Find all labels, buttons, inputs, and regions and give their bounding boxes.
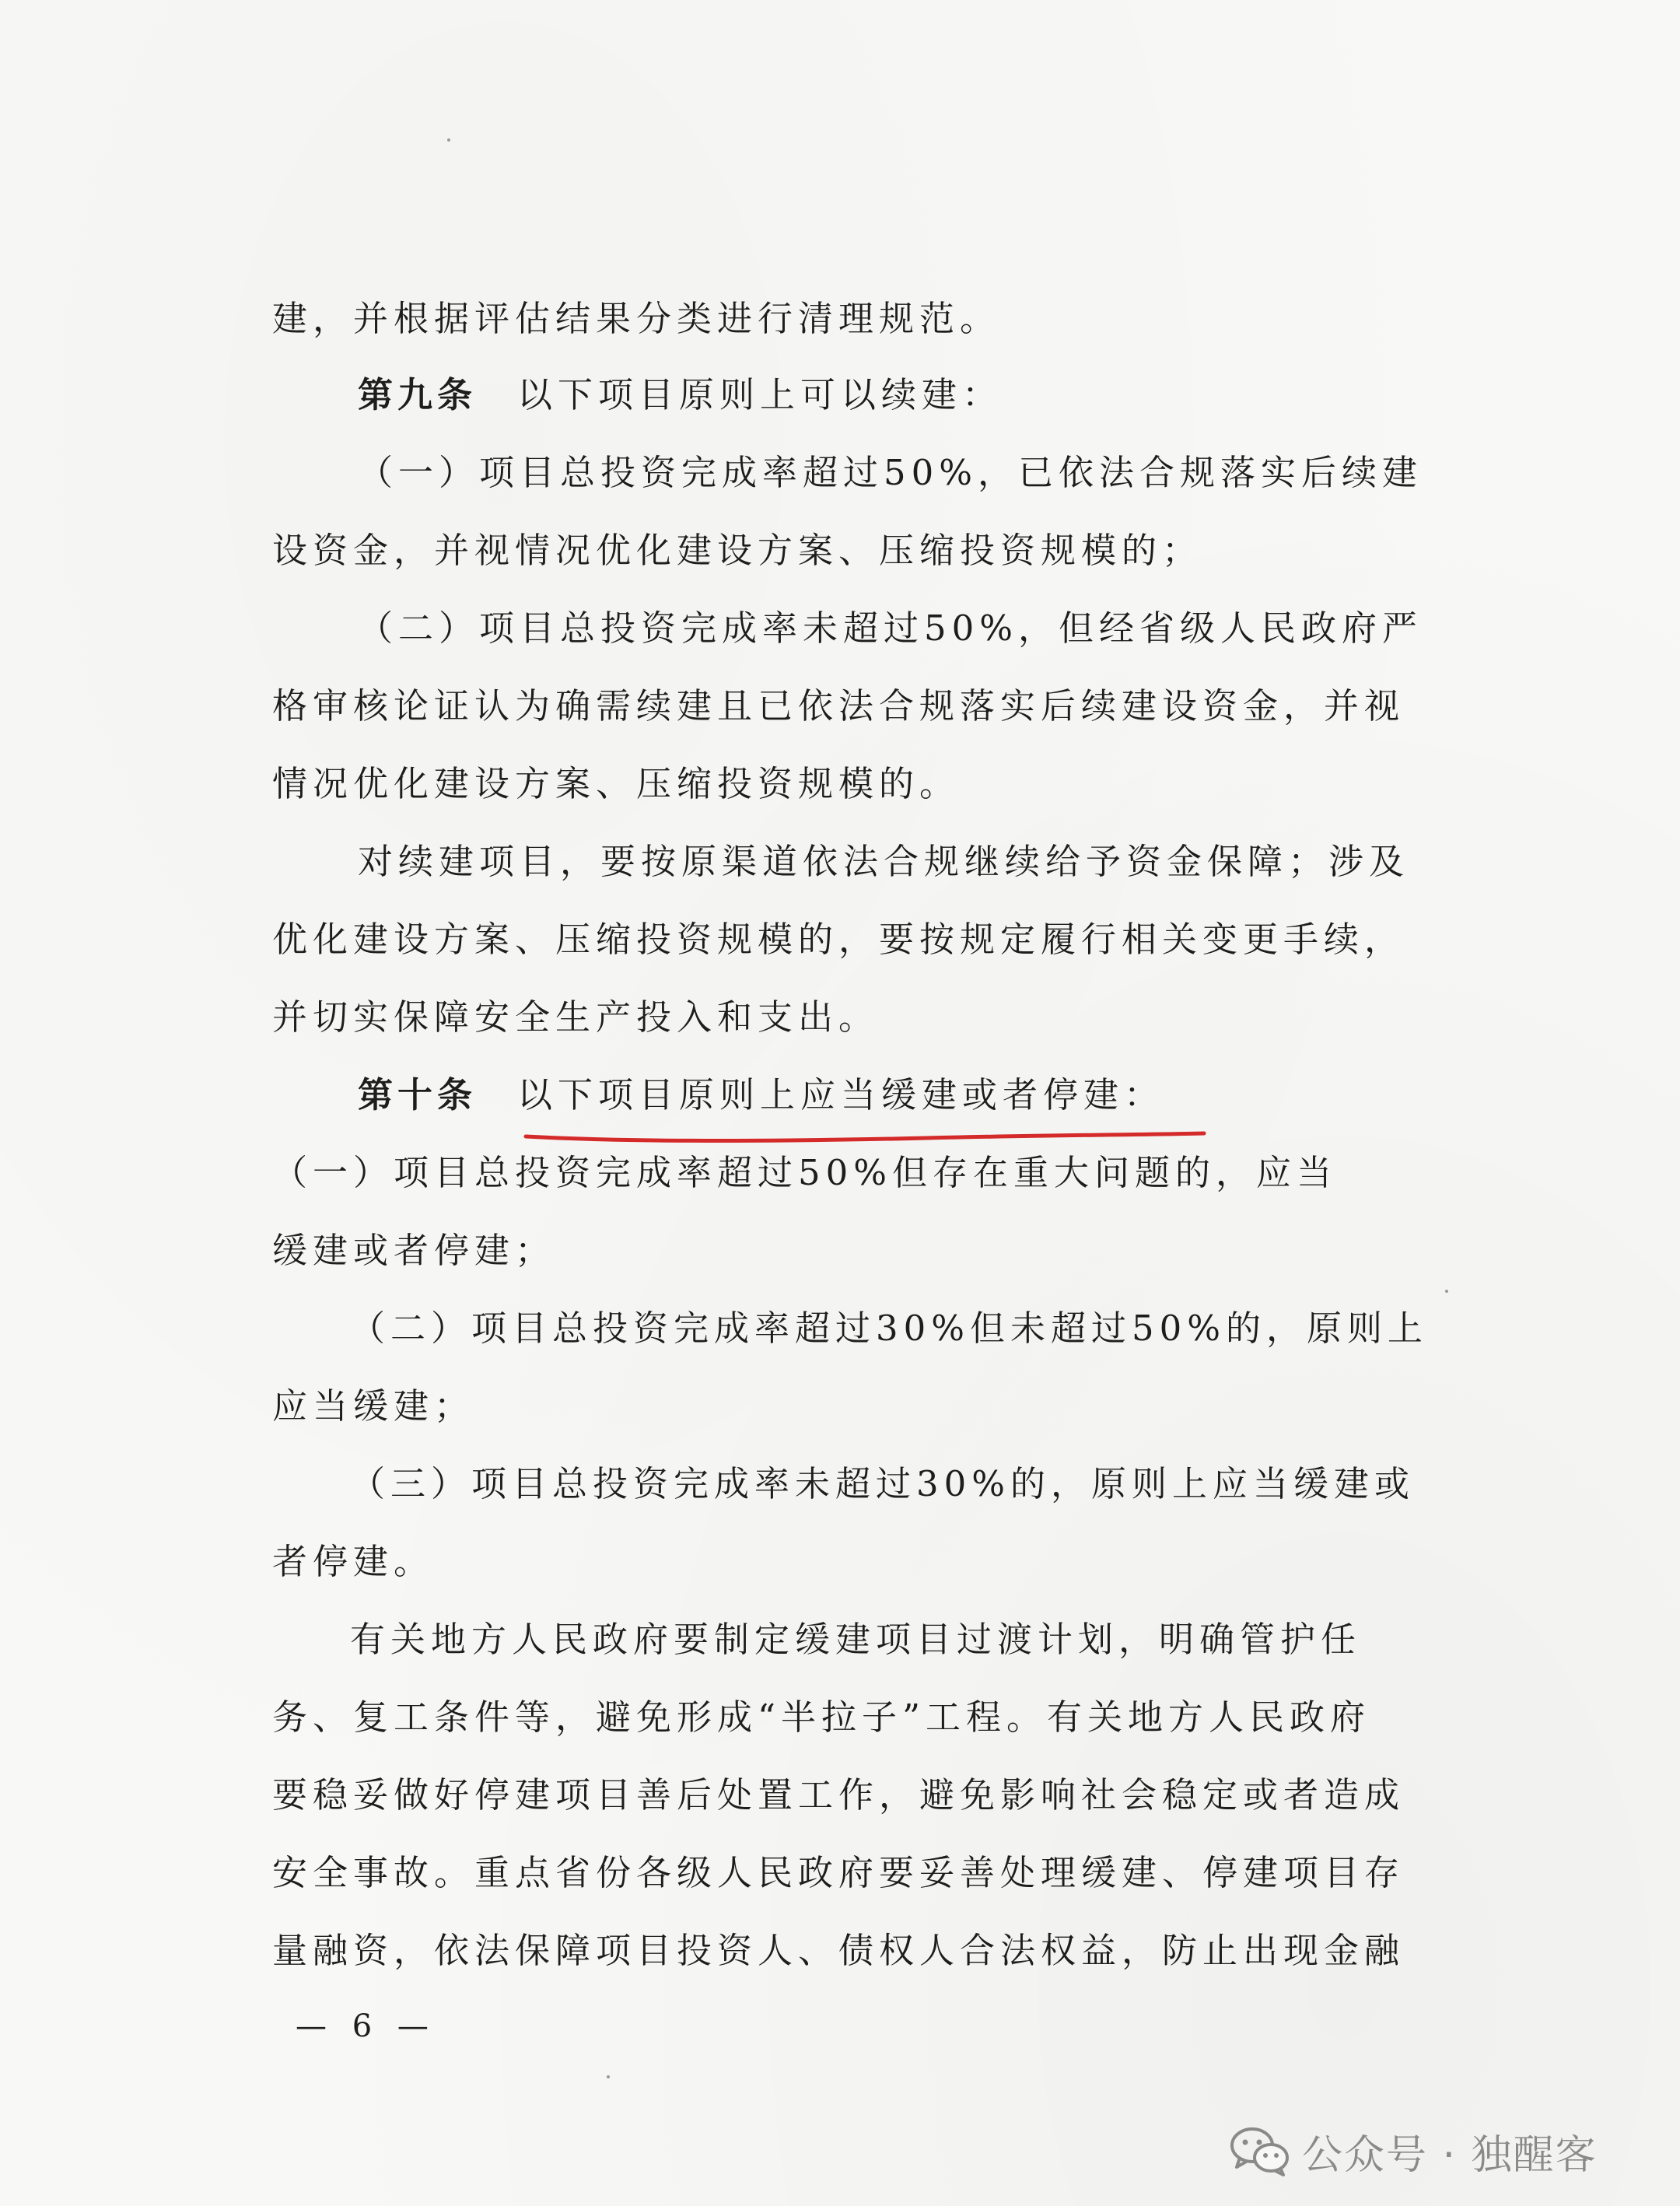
scan-speck xyxy=(447,138,450,142)
paragraph-line: 情况优化建设方案、压缩投资规模的。 xyxy=(272,763,961,804)
paragraph-line: 缓建或者停建； xyxy=(272,1230,556,1271)
paragraph-line: （一）项目总投资完成率超过50%，已依法合规落实后续建 xyxy=(358,452,1423,493)
red-underline-annotation xyxy=(523,1126,1207,1149)
article-9-heading xyxy=(358,372,1003,418)
wechat-icon xyxy=(1229,2125,1291,2176)
paragraph-line: 有关地方人民政府要制定缓建项目过渡计划，明确管护任 xyxy=(350,1619,1362,1660)
paragraph-line: 建，并根据评估结果分类进行清理规范。 xyxy=(272,298,1001,339)
article-10-text: 以下项目原则上应当缓建或者停建： xyxy=(517,1074,1165,1115)
paragraph-line: 优化建设方案、压缩投资规模的，要按规定履行相关变更手续， xyxy=(272,919,1405,960)
watermark-text: 公众号 · 独醒客 xyxy=(1302,2131,1598,2179)
scan-speck xyxy=(1445,1290,1448,1293)
paragraph-line: 务、复工条件等，避免形成“半拉子”工程。有关地方人民政府 xyxy=(272,1697,1371,1738)
paragraph-line: 量融资，依法保障项目投资人、债权人合法权益，防止出现金融 xyxy=(272,1930,1405,1971)
paragraph-line: 安全事故。重点省份各级人民政府要妥善处理缓建、停建项目存 xyxy=(272,1852,1405,1893)
paragraph-line: 应当缓建； xyxy=(272,1385,475,1427)
article-10-heading xyxy=(358,1072,1164,1119)
paragraph-line: 格审核论证认为确需续建且已依法合规落实后续建设资金，并视 xyxy=(272,685,1405,727)
paragraph-line: 要稳妥做好停建项目善后处置工作，避免影响社会稳定或者造成 xyxy=(272,1774,1405,1816)
paragraph-line: （二）项目总投资完成率未超过50%，但经省级人民政府严 xyxy=(358,608,1423,649)
article-9-label: 第九条 xyxy=(358,374,478,415)
paragraph-line: （二）项目总投资完成率超过30%但未超过50%的，原则上 xyxy=(350,1308,1429,1349)
paragraph-line: 者停建。 xyxy=(272,1541,435,1582)
paragraph-line: 并切实保障安全生产投入和支出。 xyxy=(272,996,880,1038)
page-number: — 6 — xyxy=(296,2008,436,2044)
paragraph-line: （一）项目总投资完成率超过50%但存在重大问题的，应当 xyxy=(272,1152,1338,1193)
article-10-label: 第十条 xyxy=(358,1074,478,1115)
paragraph-line: （三）项目总投资完成率未超过30%的，原则上应当缓建或 xyxy=(350,1463,1416,1504)
scan-speck xyxy=(607,2075,610,2078)
paragraph-line: 对续建项目，要按原渠道依法合规继续给予资金保障；涉及 xyxy=(358,841,1410,882)
paragraph-line: 设资金，并视情况优化建设方案、压缩投资规模的； xyxy=(272,530,1203,571)
watermark xyxy=(1229,2124,1598,2178)
article-9-text: 以下项目原则上可以续建： xyxy=(517,374,1003,415)
